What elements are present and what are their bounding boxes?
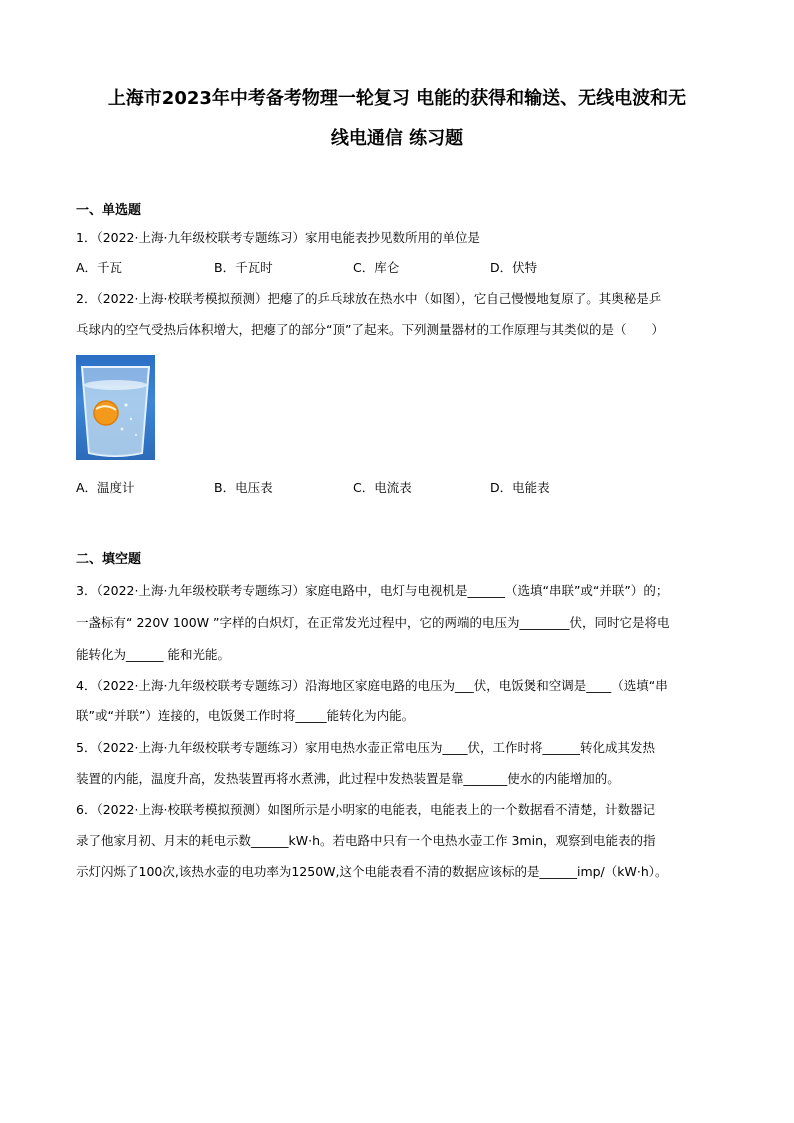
question-1-text: 1．（2022·上海·九年级校联考专题练习）家用电能表抄见数所用的单位是 [76, 230, 480, 245]
glass-of-water-illustration [76, 355, 155, 460]
q1-option-b: B．千瓦时 [214, 260, 273, 275]
question-4-line-1: 4．（2022·上海·九年级校联考专题练习）沿海地区家庭电路的电压为___伏，电饭煲和空调是____（选填“串 [76, 678, 668, 693]
question-3-line-1: 3．（2022·上海·九年级校联考专题练习）家庭电路中，电灯与电视机是______（选填“串联”或“并联”）的； [76, 583, 669, 598]
question-3-line-3: 能转化为______ 能和光能。 [76, 647, 230, 662]
question-5-line-2: 装置的内能，温度升高，发热装置再将水煮沸，此过程中发热装置是靠_______使水的内能增加的。 [76, 771, 620, 786]
question-4-line-2: 联”或“并联”）连接的，电饭煲工作时将_____能转化为内能。 [76, 708, 415, 723]
question-2-line-1: 2．（2022·上海·校联考模拟预测）把瘪了的乒乓球放在热水中（如图），它自己慢慢地复原了。其奥秘是乒 [76, 291, 662, 306]
question-6-line-2: 录了他家月初、月末的耗电示数______kW·h。若电路中只有一个电热水壶工作 3min，观察到电能表的指 [76, 833, 656, 848]
question-3-line-2: 一盏标有“ 220V 100W ”字样的白炽灯，在正常发光过程中，它的两端的电压为________伏，同时它是将电 [76, 615, 670, 630]
question-6-line-1: 6．（2022·上海·校联考模拟预测）如图所示是小明家的电能表，电能表上的一个数据看不清楚，计数器记 [76, 802, 655, 817]
page-title-line-1: 上海市2023年中考备考物理一轮复习 电能的获得和输送、无线电波和无 [107, 88, 687, 109]
section-heading-single-choice: 一、单选题 [76, 203, 142, 218]
q2-option-b: B．电压表 [214, 480, 273, 495]
q1-option-c: C．库仑 [353, 260, 400, 275]
q2-option-d: D．电能表 [490, 480, 550, 495]
question-5-line-1: 5．（2022·上海·九年级校联考专题练习）家用电热水壶正常电压为____伏，工作时将______转化成其发热 [76, 740, 655, 755]
q2-option-a: A．温度计 [76, 480, 135, 495]
page-title-line-2: 线电通信 练习题 [330, 128, 464, 149]
question-2-line-2: 乓球内的空气受热后体积增大，把瘪了的部分“顶”了起来。下列测量器材的工作原理与其类似的是（ ） [76, 322, 664, 337]
question-6-line-3: 示灯闪烁了100次,该热水壶的电功率为1250W,这个电能表看不清的数据应该标的是______imp/（kW·h）。 [76, 864, 668, 879]
ping-pong-ball-in-water-image [76, 355, 155, 460]
q2-option-c: C．电流表 [353, 480, 412, 495]
q1-option-a: A．千瓦 [76, 260, 123, 275]
section-heading-fill-blank: 二、填空题 [76, 552, 142, 567]
q1-option-d: D．伏特 [490, 260, 538, 275]
